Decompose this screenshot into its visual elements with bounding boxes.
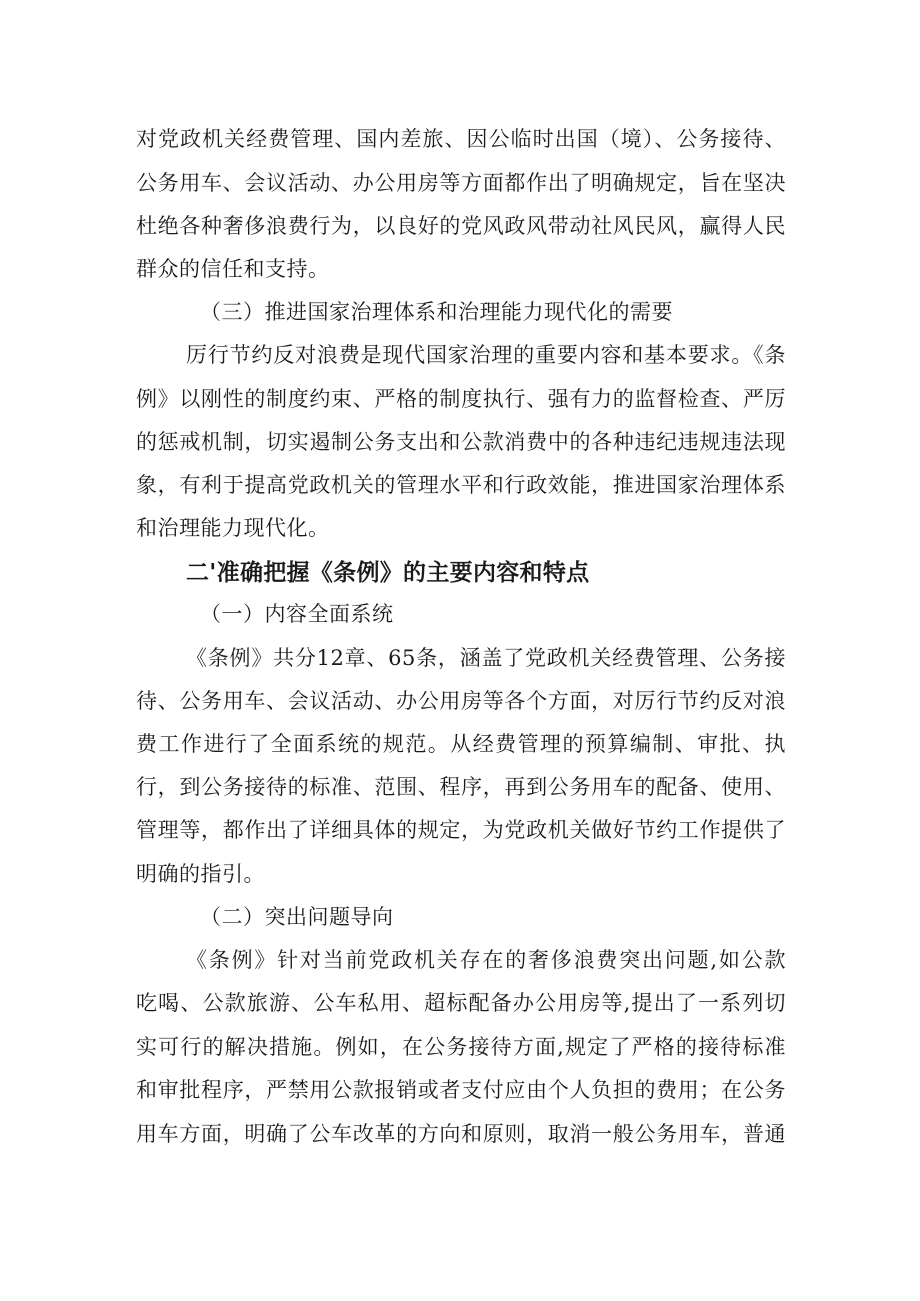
para2-line-3: 的惩戒机制，切实遏制公务支出和公款消费中的各种违纪违规违法现 — [136, 430, 786, 454]
para3-line-4: 行，到公务接待的标准、范围、程序，再到公务用车的配备、使用、 — [136, 775, 786, 799]
para4-line-4: 和审批程序，严禁用公款报销或者支付应由个人负担的费用；在公务 — [136, 1078, 786, 1102]
para1-line-1: 对党政机关经费管理、国内差旅、因公临时出国（境）、公务接待、 — [136, 127, 786, 151]
para4-line-1: 《条例》针对当前党政机关存在的奢侈浪费突出问题,如公款 — [186, 948, 786, 972]
para2-line-4: 象，有利于提高党政机关的管理水平和行政效能，推进国家治理体系 — [136, 473, 786, 497]
para3-line-1: 《条例》共分12章、65条，涵盖了党政机关经费管理、公务接 — [186, 646, 786, 670]
para2-line-1: 厉行节约反对浪费是现代国家治理的重要内容和基本要求。《条 — [186, 343, 786, 367]
subheading-one: （一）内容全面系统 — [200, 602, 394, 626]
para1-line-4: 群众的信任和支持。 — [136, 257, 330, 281]
para2-line-5: 和治理能力现代化。 — [136, 516, 330, 540]
para4-line-2: 吃喝、公款旅游、公车私用、超标配备办公用房等,提出了一系列切 — [136, 991, 786, 1015]
para4-line-5: 用车方面，明确了公车改革的方向和原则，取消一般公务用车，普通 — [136, 1122, 786, 1146]
para4-line-3: 实可行的解决措施。例如，在公务接待方面,规定了严格的接待标准 — [136, 1035, 786, 1059]
para1-line-3: 杜绝各种奢侈浪费行为，以良好的党风政风带动社风民风，赢得人民 — [136, 214, 786, 238]
para2-line-2: 例》以刚性的制度约束、严格的制度执行、强有力的监督检查、严厉 — [136, 387, 786, 411]
subheading-three: （三）推进国家治理体系和治理能力现代化的需要 — [200, 300, 673, 324]
para1-line-2: 公务用车、会议活动、办公用房等方面都作出了明确规定，旨在坚决 — [136, 171, 786, 195]
para3-line-2: 待、公务用车、会议活动、办公用房等各个方面，对厉行节约反对浪 — [136, 689, 786, 713]
para3-line-5: 管理等，都作出了详细具体的规定，为党政机关做好节约工作提供了 — [136, 818, 786, 842]
para3-line-3: 费工作进行了全面系统的规范。从经费管理的预算编制、审批、执 — [136, 732, 786, 756]
para3-line-6: 明确的指引。 — [136, 862, 265, 886]
subheading-two: （二）突出问题导向 — [200, 905, 394, 929]
section-two-heading: 二'准确把握《条例》的主要内容和特点 — [186, 560, 590, 586]
